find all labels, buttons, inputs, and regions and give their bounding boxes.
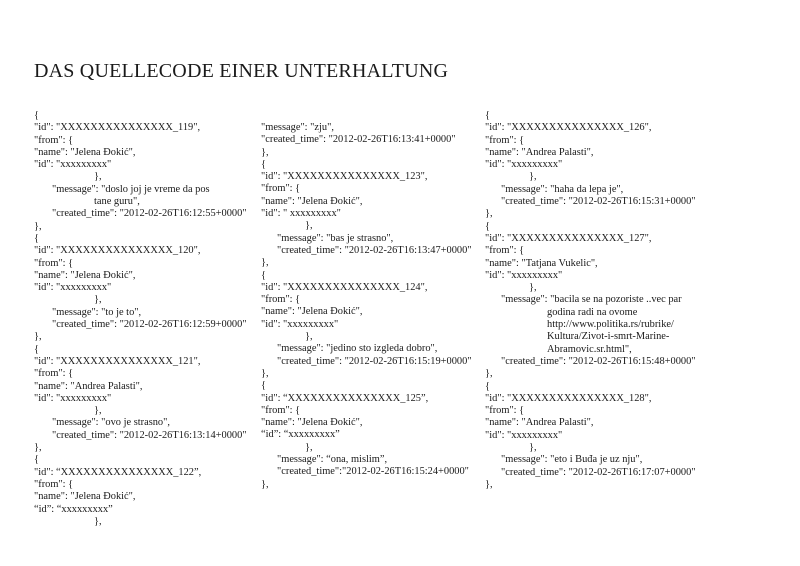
code-line: "from": { bbox=[34, 368, 74, 380]
code-line: { bbox=[485, 220, 490, 232]
code-line: "created_time": "2012-02-26T16:12:55+0000" bbox=[52, 208, 247, 220]
code-line: "created_time": "2012-02-26T16:13:47+0000" bbox=[277, 244, 472, 256]
code-line: }, bbox=[34, 442, 42, 454]
code-line: "created_time": "2012-02-26T16:13:14+0000" bbox=[52, 429, 247, 441]
code-line: "name": "Jelena Đokić", bbox=[34, 491, 136, 503]
code-line: http://www.politika.rs/rubrike/ bbox=[547, 319, 674, 331]
code-line: "from": { bbox=[261, 294, 301, 306]
code-line: "name": "Andrea Palasti", bbox=[485, 417, 594, 429]
code-line: }, bbox=[34, 331, 42, 343]
code-line: “id”: “xxxxxxxxx” bbox=[34, 503, 113, 515]
code-line: }, bbox=[94, 294, 102, 306]
code-line: "id": "XXXXXXXXXXXXXXX_123", bbox=[261, 171, 428, 183]
code-line: }, bbox=[305, 441, 313, 453]
code-line: "message": "haha da lepa je", bbox=[501, 183, 624, 195]
code-line: { bbox=[34, 343, 39, 355]
code-line: "created_time": "2012-02-26T16:13:41+0000" bbox=[261, 134, 456, 146]
page-title: DAS QUELLECODE EINER UNTERHALTUNG bbox=[34, 60, 449, 82]
code-line: "id": "XXXXXXXXXXXXXXX_120", bbox=[34, 245, 201, 257]
code-line: "id": "xxxxxxxxx" bbox=[34, 392, 112, 404]
code-line: "created_time": "2012-02-26T16:15:31+0000" bbox=[501, 196, 696, 208]
code-line: { bbox=[34, 110, 39, 121]
code-line: "name": "Tatjana Vukelic", bbox=[485, 257, 598, 269]
code-line: }, bbox=[485, 368, 493, 380]
code-line: "from": { bbox=[34, 134, 74, 146]
code-line: "id": "XXXXXXXXXXXXXXX_126", bbox=[485, 122, 652, 134]
code-column-2 bbox=[261, 122, 472, 491]
code-line: }, bbox=[34, 220, 42, 232]
code-line: "name": "Jelena Đokić", bbox=[34, 146, 136, 158]
code-line: { bbox=[485, 380, 490, 392]
code-line: { bbox=[261, 269, 266, 281]
code-line: { bbox=[34, 232, 39, 244]
code-column-1 bbox=[34, 110, 247, 528]
code-line: }, bbox=[529, 442, 537, 454]
code-line: }, bbox=[305, 220, 313, 232]
code-line: "created_time": "2012-02-26T16:12:59+0000" bbox=[52, 319, 247, 331]
code-line: "name": "Jelena Đokić", bbox=[261, 306, 363, 318]
code-line: “id”: “xxxxxxxxx” bbox=[261, 429, 340, 441]
code-line: "from": { bbox=[34, 257, 74, 269]
code-line: "id": "xxxxxxxxx" bbox=[34, 282, 112, 294]
code-line: "from": { bbox=[485, 245, 525, 257]
code-line: "created_time": "2012-02-26T16:15:19+0000" bbox=[277, 355, 472, 367]
code-line: { bbox=[261, 158, 266, 170]
code-line: "message": "bacila se na pozoriste ..vec par bbox=[501, 294, 682, 306]
code-line: "message": "jedino sto izgleda dobro", bbox=[277, 343, 438, 355]
code-line: }, bbox=[305, 331, 313, 343]
code-line: "id": "xxxxxxxxx" bbox=[485, 429, 563, 441]
code-line: { bbox=[261, 380, 266, 392]
code-line: { bbox=[485, 110, 490, 121]
code-line: "message": "doslo joj je vreme da pos bbox=[52, 183, 210, 195]
code-column-3 bbox=[485, 110, 696, 491]
code-line: "created_time": "2012-02-26T16:15:48+0000" bbox=[501, 355, 696, 367]
code-line: "id": "xxxxxxxxx" bbox=[485, 269, 563, 281]
code-line: }, bbox=[261, 367, 269, 379]
code-line: }, bbox=[94, 515, 102, 527]
code-line: "id": "xxxxxxxxx" bbox=[261, 318, 339, 330]
code-line: }, bbox=[94, 171, 102, 183]
code-line: "message": "bas je strasno", bbox=[277, 232, 394, 244]
code-line: Kultura/Zivot-i-smrt-Marine- bbox=[547, 331, 670, 343]
code-line: { bbox=[34, 454, 39, 466]
code-line: "id": “XXXXXXXXXXXXXXX_125”, bbox=[261, 392, 429, 404]
code-line: Abramovic.sr.html", bbox=[547, 343, 632, 355]
code-line: }, bbox=[485, 478, 493, 490]
code-line: "id": "XXXXXXXXXXXXXXX_124", bbox=[261, 281, 428, 293]
code-line: "id": "xxxxxxxxx" bbox=[485, 159, 563, 171]
code-line: "message": "to je to", bbox=[52, 306, 142, 318]
code-line: "name": "Jelena Đokić", bbox=[34, 269, 136, 281]
code-line: "id": "XXXXXXXXXXXXXXX_128", bbox=[485, 392, 652, 404]
code-line: "name": "Andrea Palasti", bbox=[485, 146, 594, 158]
code-line: }, bbox=[529, 282, 537, 294]
code-line: "message": "eto i Buđa je uz nju", bbox=[501, 454, 643, 466]
code-line: }, bbox=[261, 478, 269, 490]
code-line: "id": "XXXXXXXXXXXXXXX_127", bbox=[485, 232, 652, 244]
code-line: "created_time":"2012-02-26T16:15:24+0000" bbox=[277, 466, 469, 478]
code-line: }, bbox=[94, 405, 102, 417]
code-line: "name": "Andrea Palasti", bbox=[34, 380, 143, 392]
code-line: "message": "zju", bbox=[261, 122, 334, 133]
code-line: }, bbox=[529, 171, 537, 183]
code-line: "id": "xxxxxxxxx" bbox=[34, 159, 112, 171]
code-line: "from": { bbox=[261, 183, 301, 195]
code-line: "message": “ona, mislim”, bbox=[277, 454, 388, 466]
code-line: "from": { bbox=[485, 405, 525, 417]
code-line: }, bbox=[485, 208, 493, 220]
code-line: "created_time": "2012-02-26T16:17:07+0000" bbox=[501, 466, 696, 478]
code-line: tane guru", bbox=[94, 196, 140, 208]
code-line: }, bbox=[261, 146, 269, 158]
code-line: "name": "Jelena Đokić", bbox=[261, 417, 363, 429]
code-line: "id": "XXXXXXXXXXXXXXX_119", bbox=[34, 122, 201, 134]
code-line: "from": { bbox=[34, 478, 74, 490]
code-line: godina radi na ovome bbox=[547, 306, 638, 318]
code-line: "message": "ovo je strasno", bbox=[52, 417, 170, 429]
code-line: "name": "Jelena Đokić", bbox=[261, 195, 363, 207]
code-line: "id": "XXXXXXXXXXXXXXX_121", bbox=[34, 355, 201, 367]
code-line: "from": { bbox=[261, 404, 301, 416]
code-line: "from": { bbox=[485, 134, 525, 146]
code-line: "id": “XXXXXXXXXXXXXXX_122”, bbox=[34, 466, 202, 478]
code-line: }, bbox=[261, 257, 269, 269]
code-line: "id": " xxxxxxxxx" bbox=[261, 208, 341, 220]
